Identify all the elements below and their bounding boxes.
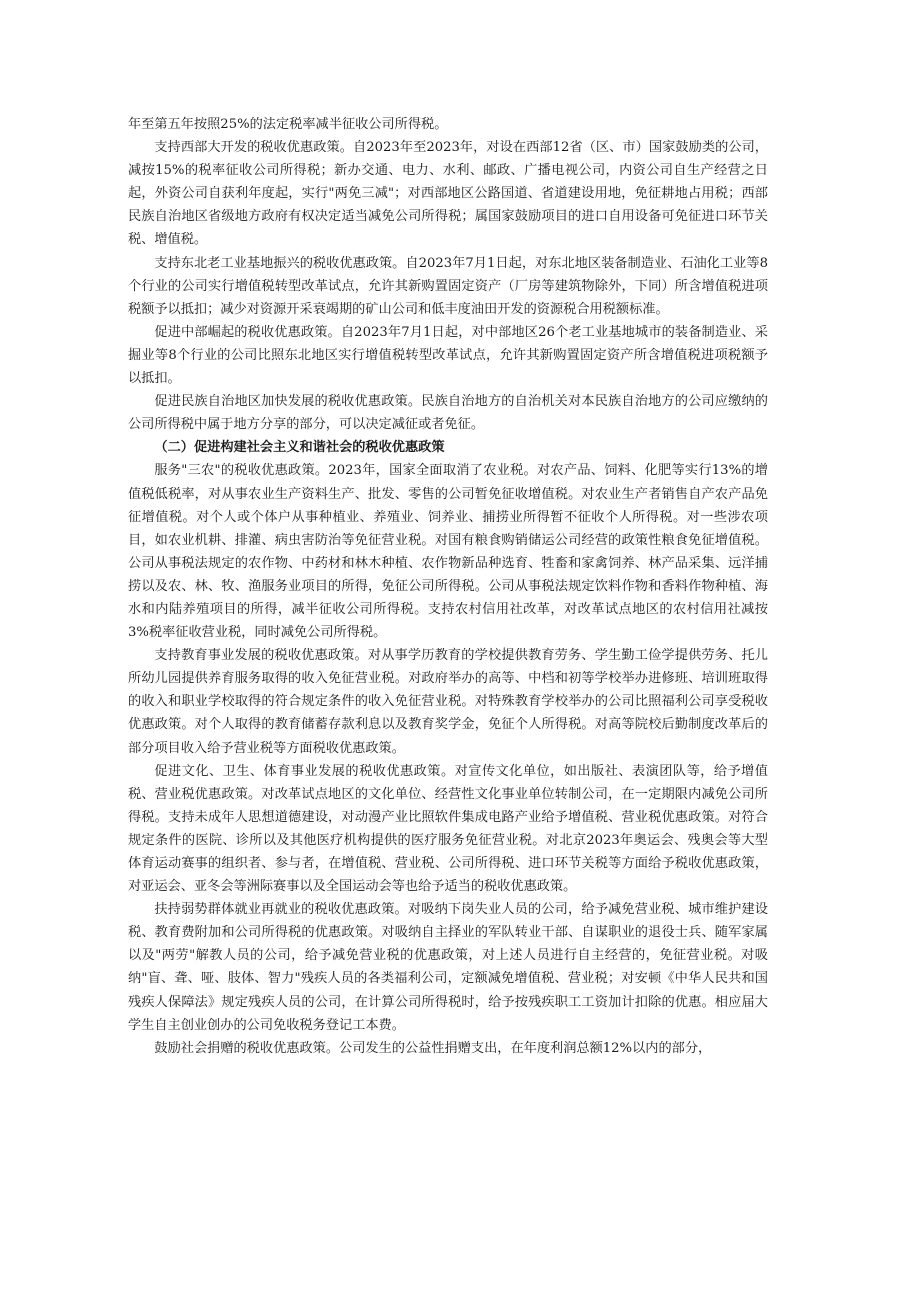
paragraph-western-development: 支持西部大开发的税收优惠政策。自2023年至2023年，对设在西部12省（区、市）国家鼓励类的公司，减按15%的税率征收公司所得税；新办交通、电力、水利、邮政、广播电视公司，内资公司自生产经营之日起，外资公司自获利年度起，实行"两免三减"；对西部地区公路国道、省道建设用地，免征耕地占用税；西部民族自治地区省级地方政府有权决定适当减免公司所得税；属国家鼓励项目的进口自用设备可免征进口环节关税、增值税。	[128, 140, 768, 248]
section-heading: （二）促进构建社会主义和谐社会的税收优惠政策	[154, 440, 445, 456]
paragraph-continuation: 年至第五年按照25%的法定税率减半征收公司所得税。	[128, 117, 448, 132]
paragraph-central-rise: 促进中部崛起的税收优惠政策。自2023年7月1日起，对中部地区26个老工业基地城市的装备制造业、采掘业等8个行业的公司比照东北地区实行增值税转型改革试点，允许其新购置固定资产所含增值税进项税额予以抵扣。	[128, 324, 768, 387]
paragraph-education: 支持教育事业发展的税收优惠政策。对从事学历教育的学校提供教育劳务、学生勤工俭学提供劳务、托儿所幼儿园提供养育服务取得的收入免征营业税。对政府举办的高等、中档和初等学校举办进修班、培训班取得的收入和职业学校取得的符合规定条件的收入免征营业税。对特殊教育学校举办的公司比照福利公司享受税收优惠政策。对个人取得的教育储蓄存款利息以及教育奖学金，免征个人所得税。对高等院校后勤制度改革后的部分项目收入给予营业税等方面税收优惠政策。	[128, 648, 768, 756]
paragraph-employment: 扶持弱势群体就业再就业的税收优惠政策。对吸纳下岗失业人员的公司，给予减免营业税、城市维护建设税、教育费附加和公司所得税的优惠政策。对吸纳自主择业的军队转业干部、自谋职业的退役士兵、随军家属以及"两劳"解教人员的公司，给予减免营业税的优惠政策，对上述人员进行自主经营的，免征营业税。对吸纳"盲、聋、哑、肢体、智力"残疾人员的各类福利公司，定额减免增值税、营业税；对安顿《中华人民共和国残疾人保障法》规定残疾人员的公司，在计算公司所得税时，给予按残疾职工工资加计扣除的优惠。相应届大学生自主创业创办的公司免收税务登记工本费。	[128, 902, 768, 1033]
paragraph-northeast-revitalization: 支持东北老工业基地振兴的税收优惠政策。自2023年7月1日起，对东北地区装备制造业、石油化工业等8个行业的公司实行增值税转型改革试点，允许其新购置固定资产（厂房等建筑物除外，下同）所含增值税进项税额予以抵扣；减少对资源开采衰竭期的矿山公司和低丰度油田开发的资源税合用税额标准。	[128, 255, 768, 317]
paragraph-culture-health-sports: 促进文化、卫生、体育事业发展的税收优惠政策。对宣传文化单位，如出版社、表演团队等，给予增值税、营业税优惠政策。对改革试点地区的文化单位、经营性文化事业单位转制公司，在一定期限内减免公司所得税。支持未成年人思想道德建设，对动漫产业比照软件集成电路产业给予增值税、营业税优惠政策。对符合规定条件的医院、诊所以及其他医疗机构提供的医疗服务免征营业税。对北京2023年奥运会、残奥会等大型体育运动赛事的组织者、参与者，在增值税、营业税、公司所得税、进口环节关税等方面给予税收优惠政策，对亚运会、亚冬会等洲际赛事以及全国运动会等也给予适当的税收优惠政策。	[128, 763, 768, 895]
paragraph-donation: 鼓励社会捐赠的税收优惠政策。公司发生的公益性捐赠支出，在年度利润总额12%以内的部分，	[154, 1040, 712, 1056]
paragraph-agriculture: 服务"三农"的税收优惠政策。2023年，国家全面取消了农业税。对农产品、饲料、化肥等实行13%的增值税低税率，对从事农业生产资料生产、批发、零售的公司暂免征收增值税。对农业生产者销售自产农产品免征增值税。对个人或个体户从事种植业、养殖业、饲养业、捕捞业所得暂不征收个人所得税。对一些涉农项目，如农业机耕、排灌、病虫害防治等免征营业税。对国有粮食购销储运公司经营的政策性粮食免征增值税。公司从事税法规定的农作物、中药材和林木种植、农作物新品种选育、牲畜和家禽饲养、林产品采集、远洋捕捞以及农、林、牧、渔服务业项目的所得，免征公司所得税。公司从事税法规定饮料作物和香料作物种植、海水和内陆养殖项目的所得，减半征收公司所得税。支持农村信用社改革，对改革试点地区的农村信用社减按3%税率征收营业税，同时减免公司所得税。	[128, 463, 768, 641]
document-body	[128, 113, 768, 1060]
paragraph-ethnic-autonomous: 促进民族自治地区加快发展的税收优惠政策。民族自治地方的自治机关对本民族自治地方的公司应缴纳的公司所得税中属于地方分享的部分，可以决定减征或者免征。	[128, 394, 768, 433]
